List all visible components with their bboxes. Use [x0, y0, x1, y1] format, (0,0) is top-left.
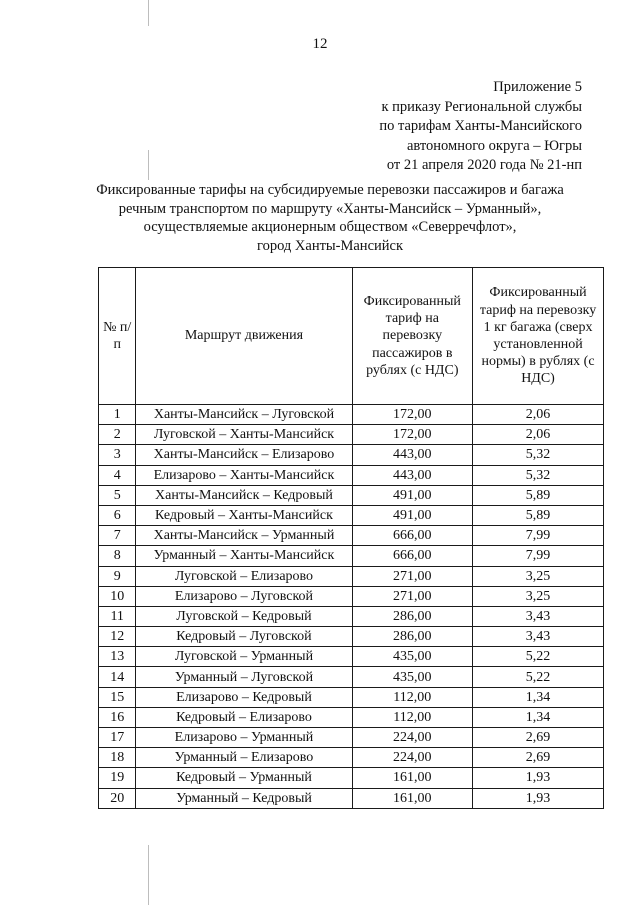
- row-number: 3: [99, 445, 136, 465]
- row-baggage-tariff: 5,32: [473, 445, 604, 465]
- row-baggage-tariff: 2,69: [473, 728, 604, 748]
- header-baggage-tariff: Фиксированный тариф на перевозку 1 кг багажа (сверх установленной нормы) в рублях (с НДС): [473, 268, 604, 405]
- row-baggage-tariff: 7,99: [473, 546, 604, 566]
- row-baggage-tariff: 7,99: [473, 526, 604, 546]
- row-passenger-tariff: 161,00: [352, 768, 473, 788]
- header-passenger-tariff: Фиксированный тариф на перевозку пассажиров в рублях (с НДС): [352, 268, 473, 405]
- row-passenger-tariff: 271,00: [352, 566, 473, 586]
- row-baggage-tariff: 5,22: [473, 667, 604, 687]
- table-row: [99, 425, 604, 445]
- row-baggage-tariff: 2,06: [473, 405, 604, 425]
- row-baggage-tariff: 1,93: [473, 768, 604, 788]
- row-passenger-tariff: 112,00: [352, 687, 473, 707]
- row-passenger-tariff: 286,00: [352, 606, 473, 626]
- appendix-line-2: к приказу Региональной службы: [381, 98, 582, 115]
- appendix-line-1: Приложение 5: [493, 79, 582, 95]
- row-passenger-tariff: 172,00: [352, 425, 473, 445]
- row-number: 13: [99, 647, 136, 667]
- table-row: [99, 687, 604, 707]
- row-passenger-tariff: 224,00: [352, 748, 473, 768]
- appendix-header: [282, 78, 582, 176]
- row-baggage-tariff: 3,43: [473, 606, 604, 626]
- row-passenger-tariff: 271,00: [352, 586, 473, 606]
- row-route: Урманный – Ханты-Мансийск: [136, 546, 352, 566]
- page-number: 12: [312, 36, 328, 52]
- row-number: 14: [99, 667, 136, 687]
- table-row: [99, 505, 604, 525]
- row-route: Елизарово – Кедровый: [136, 687, 352, 707]
- appendix-line-5: от 21 апреля 2020 года № 21-нп: [386, 157, 582, 173]
- row-number: 12: [99, 627, 136, 647]
- table-row: [99, 485, 604, 505]
- row-number: 5: [99, 485, 136, 505]
- header-route: Маршрут движения: [136, 268, 352, 405]
- table-row: [99, 586, 604, 606]
- row-number: 10: [99, 586, 136, 606]
- document-title: [60, 181, 600, 255]
- row-number: 16: [99, 707, 136, 727]
- scan-fold-line-bottom: [148, 845, 149, 905]
- row-number: 1: [99, 405, 136, 425]
- row-route: Ханты-Мансийск – Урманный: [136, 526, 352, 546]
- table-row: [99, 405, 604, 425]
- table-body: [99, 405, 604, 809]
- table-row: [99, 707, 604, 727]
- row-number: 15: [99, 687, 136, 707]
- row-number: 4: [99, 465, 136, 485]
- table-row: [99, 606, 604, 626]
- row-route: Луговской – Кедровый: [136, 606, 352, 626]
- tariff-table: [98, 267, 604, 809]
- row-passenger-tariff: 443,00: [352, 465, 473, 485]
- row-number: 17: [99, 728, 136, 748]
- table-row: [99, 546, 604, 566]
- row-route: Луговской – Ханты-Мансийск: [136, 425, 352, 445]
- title-line-4: город Ханты-Мансийск: [256, 237, 404, 254]
- row-route: Кедровый – Ханты-Мансийск: [136, 505, 352, 525]
- table-row: [99, 667, 604, 687]
- row-passenger-tariff: 112,00: [352, 707, 473, 727]
- table-row: [99, 445, 604, 465]
- row-passenger-tariff: 161,00: [352, 788, 473, 808]
- row-number: 6: [99, 505, 136, 525]
- row-passenger-tariff: 491,00: [352, 485, 473, 505]
- appendix-line-4: автономного округа – Югры: [406, 137, 582, 154]
- row-baggage-tariff: 5,32: [473, 465, 604, 485]
- row-route: Кедровый – Урманный: [136, 768, 352, 788]
- row-passenger-tariff: 435,00: [352, 667, 473, 687]
- row-baggage-tariff: 5,89: [473, 505, 604, 525]
- row-passenger-tariff: 435,00: [352, 647, 473, 667]
- row-route: Ханты-Мансийск – Елизарово: [136, 445, 352, 465]
- table-row: [99, 465, 604, 485]
- appendix-line-3: по тарифам Ханты-Мансийского: [379, 118, 582, 134]
- row-passenger-tariff: 491,00: [352, 505, 473, 525]
- row-route: Елизарово – Луговской: [136, 586, 352, 606]
- table-row: [99, 566, 604, 586]
- row-passenger-tariff: 666,00: [352, 546, 473, 566]
- row-route: Урманный – Елизарово: [136, 748, 352, 768]
- row-number: 20: [99, 788, 136, 808]
- row-baggage-tariff: 5,22: [473, 647, 604, 667]
- row-passenger-tariff: 172,00: [352, 405, 473, 425]
- row-baggage-tariff: 3,25: [473, 586, 604, 606]
- row-passenger-tariff: 286,00: [352, 627, 473, 647]
- title-line-1: Фиксированные тарифы на субсидируемые перевозки пассажиров и багажа: [96, 182, 564, 198]
- row-passenger-tariff: 666,00: [352, 526, 473, 546]
- row-route: Елизарово – Ханты-Мансийск: [136, 465, 352, 485]
- row-baggage-tariff: 1,93: [473, 788, 604, 808]
- row-baggage-tariff: 3,25: [473, 566, 604, 586]
- row-route: Кедровый – Елизарово: [136, 707, 352, 727]
- scan-fold-line-upper: [148, 150, 149, 180]
- row-number: 18: [99, 748, 136, 768]
- row-route: Луговской – Елизарово: [136, 566, 352, 586]
- row-number: 2: [99, 425, 136, 445]
- table-row: [99, 748, 604, 768]
- row-number: 19: [99, 768, 136, 788]
- row-baggage-tariff: 1,34: [473, 687, 604, 707]
- table-row: [99, 768, 604, 788]
- title-line-3: осуществляемые акционерным обществом «Северречфлот»,: [143, 219, 517, 235]
- table-row: [99, 647, 604, 667]
- header-number: № п/п: [99, 268, 136, 405]
- row-baggage-tariff: 3,43: [473, 627, 604, 647]
- table-row: [99, 627, 604, 647]
- row-passenger-tariff: 224,00: [352, 728, 473, 748]
- row-route: Елизарово – Урманный: [136, 728, 352, 748]
- row-number: 8: [99, 546, 136, 566]
- row-number: 11: [99, 606, 136, 626]
- row-baggage-tariff: 2,69: [473, 748, 604, 768]
- row-baggage-tariff: 5,89: [473, 485, 604, 505]
- row-baggage-tariff: 1,34: [473, 707, 604, 727]
- table-header-row: [99, 268, 604, 405]
- row-route: Ханты-Мансийск – Кедровый: [136, 485, 352, 505]
- scan-fold-line-top: [148, 0, 149, 26]
- table-row: [99, 788, 604, 808]
- row-route: Урманный – Кедровый: [136, 788, 352, 808]
- row-passenger-tariff: 443,00: [352, 445, 473, 465]
- row-route: Ханты-Мансийск – Луговской: [136, 405, 352, 425]
- table-row: [99, 728, 604, 748]
- row-route: Кедровый – Луговской: [136, 627, 352, 647]
- row-baggage-tariff: 2,06: [473, 425, 604, 445]
- row-route: Луговской – Урманный: [136, 647, 352, 667]
- row-route: Урманный – Луговской: [136, 667, 352, 687]
- row-number: 7: [99, 526, 136, 546]
- title-line-2: речным транспортом по маршруту «Ханты-Мансийск – Урманный»,: [118, 200, 542, 217]
- table-row: [99, 526, 604, 546]
- row-number: 9: [99, 566, 136, 586]
